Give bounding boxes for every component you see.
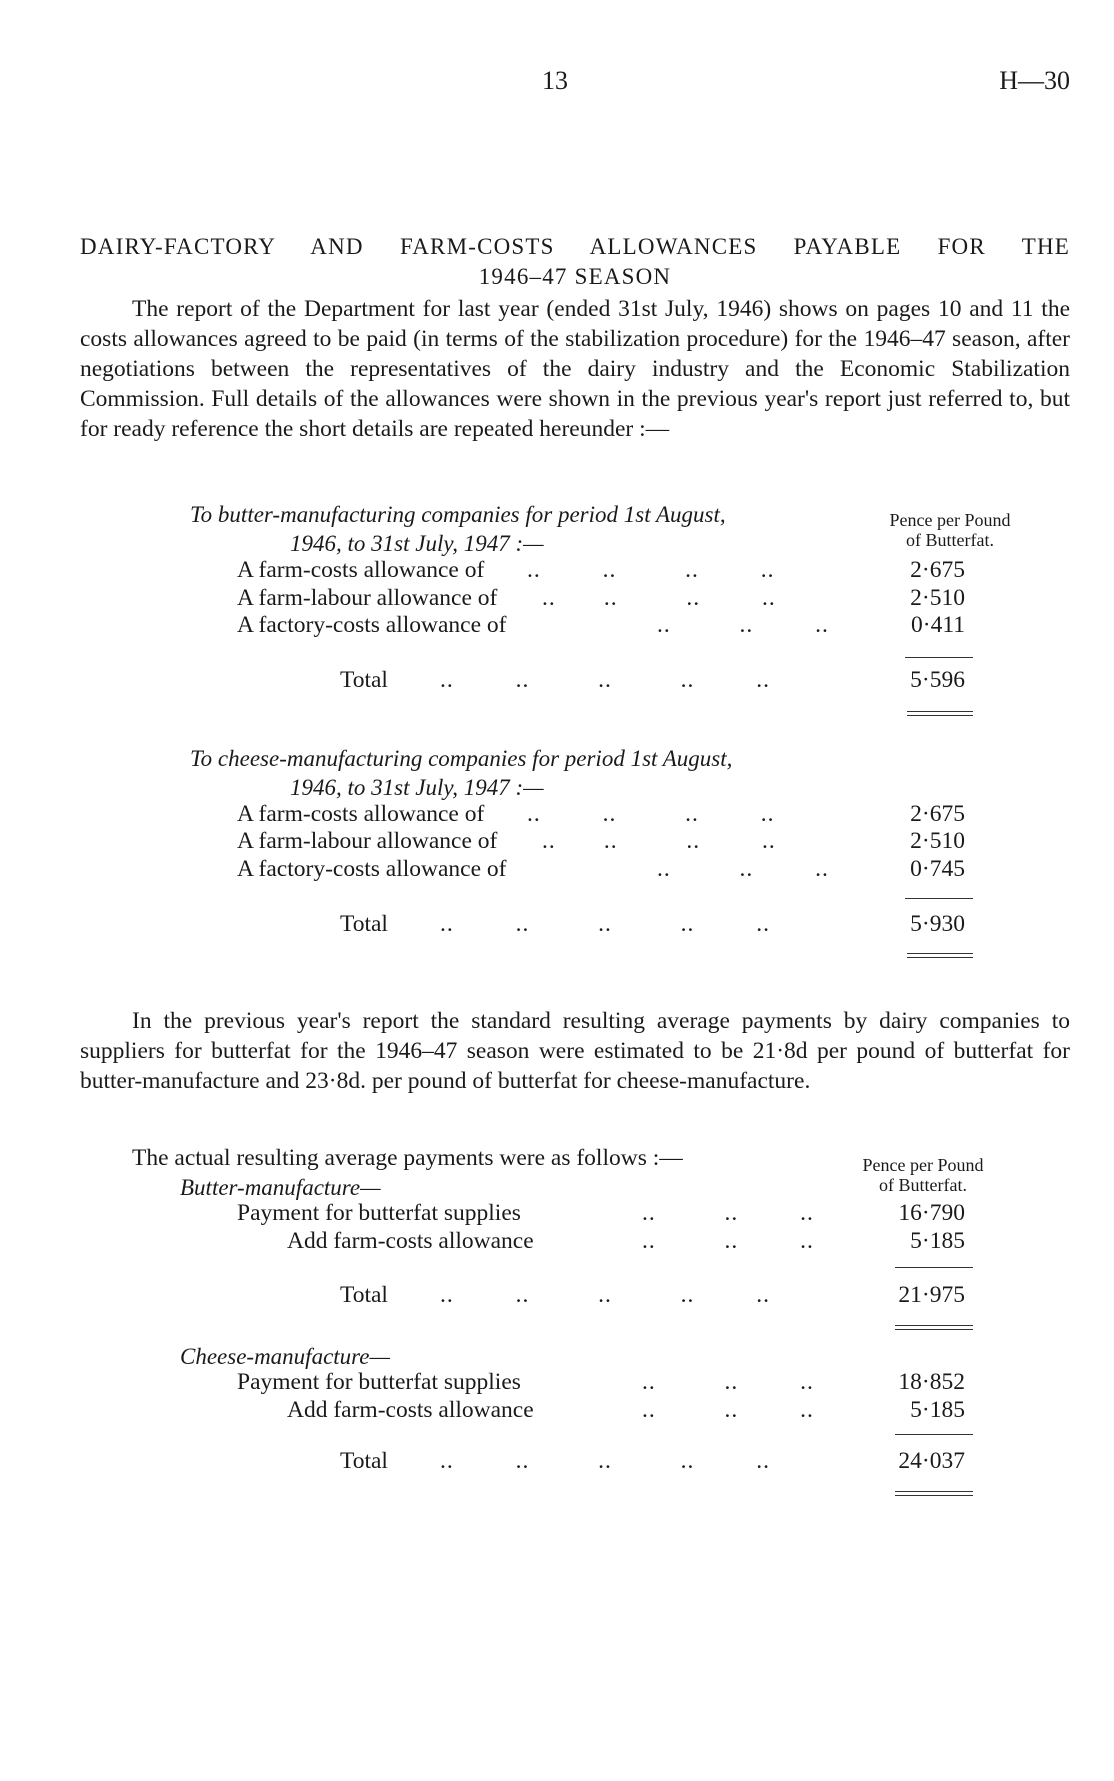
- dot-leader: .. .. .. ..: [542, 585, 776, 611]
- total-double-rule: [907, 953, 973, 958]
- row-label: A farm-labour allowance of: [237, 585, 498, 611]
- actual-butter-heading: Butter-manufacture—: [180, 1175, 381, 1200]
- unit-label-2-line-1: Pence per Pound: [862, 1155, 984, 1175]
- cheese-section-heading: [190, 744, 732, 802]
- table-row: [237, 584, 965, 612]
- table-row: [237, 827, 965, 855]
- total-label: Total: [340, 1448, 388, 1474]
- total-label: Total: [340, 667, 388, 693]
- dot-leader: .. .. ..: [642, 1200, 814, 1226]
- row-value: 0·745: [910, 856, 965, 882]
- dot-leader: .. .. .. ..: [527, 801, 775, 827]
- table-row: [237, 1368, 965, 1396]
- row-label: A farm-costs allowance of: [237, 801, 485, 827]
- unit-label-1-line-2: of Butterfat.: [906, 530, 994, 550]
- total-row: [340, 666, 965, 694]
- cheese-heading-line-1: To cheese-manufacturing companies for period 1st August,: [190, 746, 733, 771]
- actual-cheese-heading: Cheese-manufacture—: [180, 1344, 390, 1369]
- previous-year-paragraph: In the previous year's report the standard resulting average payments by dairy companies to suppliers for butterfat for the 1946–47 season were estimated to be 21·8d per pound of butterfat for butter-manufacture and 23·8d. per pound of butterfat for cheese-manufacture.: [80, 1008, 1070, 1094]
- row-value: 16·790: [898, 1200, 965, 1226]
- subtotal-rule: [895, 1267, 973, 1268]
- section-title-line-1: DAIRY-FACTORY AND FARM-COSTS ALLOWANCES PAYABLE FOR THE: [80, 234, 1070, 259]
- total-value: 5·596: [910, 667, 965, 693]
- dot-leader: .. .. .. ..: [542, 828, 776, 854]
- butter-heading-line-1: To butter-manufacturing companies for period 1st August,: [190, 502, 726, 527]
- dot-leader: .. .. ..: [642, 1397, 814, 1423]
- total-double-rule: [895, 1491, 973, 1496]
- table-row: [237, 1199, 965, 1227]
- dot-leader: .. .. ..: [642, 1369, 814, 1395]
- row-label: A factory-costs allowance of: [237, 856, 507, 882]
- dot-leader: .. .. .. .. ..: [440, 667, 770, 693]
- table-row: [237, 556, 965, 584]
- dot-leader: .. .. .. .. ..: [440, 1448, 770, 1474]
- row-label: Payment for butterfat supplies: [237, 1200, 521, 1226]
- table-row: [237, 800, 965, 828]
- dot-leader: .. .. .. ..: [527, 557, 775, 583]
- dot-leader: .. .. ..: [657, 856, 829, 882]
- unit-label-1: [875, 510, 1025, 550]
- row-label: A factory-costs allowance of: [237, 612, 507, 638]
- total-row: [340, 910, 965, 938]
- row-value: 5·185: [910, 1228, 965, 1254]
- section-title: [80, 232, 1070, 292]
- row-label: A farm-labour allowance of: [237, 828, 498, 854]
- total-value: 5·930: [910, 911, 965, 937]
- row-value: 2·675: [910, 557, 965, 583]
- row-label: A farm-costs allowance of: [237, 557, 485, 583]
- dot-leader: .. .. ..: [642, 1228, 814, 1254]
- subtotal-rule: [895, 1434, 973, 1435]
- row-value: 2·675: [910, 801, 965, 827]
- row-label: Payment for butterfat supplies: [237, 1369, 521, 1395]
- row-label: Add farm-costs allowance: [287, 1397, 534, 1423]
- table-row: [237, 611, 965, 639]
- row-value: 5·185: [910, 1397, 965, 1423]
- cheese-heading-line-2: 1946, to 31st July, 1947 :—: [290, 775, 544, 800]
- dot-leader: .. .. .. .. ..: [440, 911, 770, 937]
- page-number: 13: [542, 66, 568, 95]
- row-value: 2·510: [910, 828, 965, 854]
- table-row: [287, 1227, 965, 1255]
- total-value: 24·037: [898, 1448, 965, 1474]
- dot-leader: .. .. .. .. ..: [440, 1282, 770, 1308]
- total-row: [340, 1281, 965, 1309]
- table-row: [237, 855, 965, 883]
- row-label: Add farm-costs allowance: [287, 1228, 534, 1254]
- unit-label-1-line-1: Pence per Pound: [889, 510, 1011, 530]
- total-double-rule: [907, 711, 973, 716]
- row-value: 18·852: [898, 1369, 965, 1395]
- total-value: 21·975: [898, 1282, 965, 1308]
- total-label: Total: [340, 1282, 388, 1308]
- unit-label-2-line-2: of Butterfat.: [879, 1175, 967, 1195]
- intro-paragraph: The report of the Department for last year (ended 31st July, 1946) shows on pages 10 and 11 the costs allowances agreed to be paid (in terms of the stabilization procedure) for the 1946–47 season, after negotiations between the representatives of the dairy industry and the Economic Stabilization Commission. Full details of the allowances were shown in the previous year's report just referred to, but for ready reference the short details are repeated hereunder :—: [80, 296, 1070, 442]
- butter-section-heading: [190, 500, 726, 558]
- total-label: Total: [340, 911, 388, 937]
- row-value: 0·411: [911, 612, 965, 638]
- document-reference: H—30: [999, 66, 1070, 95]
- row-value: 2·510: [910, 585, 965, 611]
- section-title-line-2: 1946–47 SEASON: [478, 264, 672, 289]
- dot-leader: .. .. ..: [657, 612, 829, 638]
- total-row: [340, 1447, 965, 1475]
- unit-label-2: [848, 1155, 998, 1195]
- table-row: [287, 1396, 965, 1424]
- butter-heading-line-2: 1946, to 31st July, 1947 :—: [290, 531, 544, 556]
- actual-payments-intro: The actual resulting average payments were as follows :—: [132, 1145, 683, 1171]
- total-double-rule: [895, 1325, 973, 1330]
- subtotal-rule: [905, 657, 973, 658]
- subtotal-rule: [905, 898, 973, 899]
